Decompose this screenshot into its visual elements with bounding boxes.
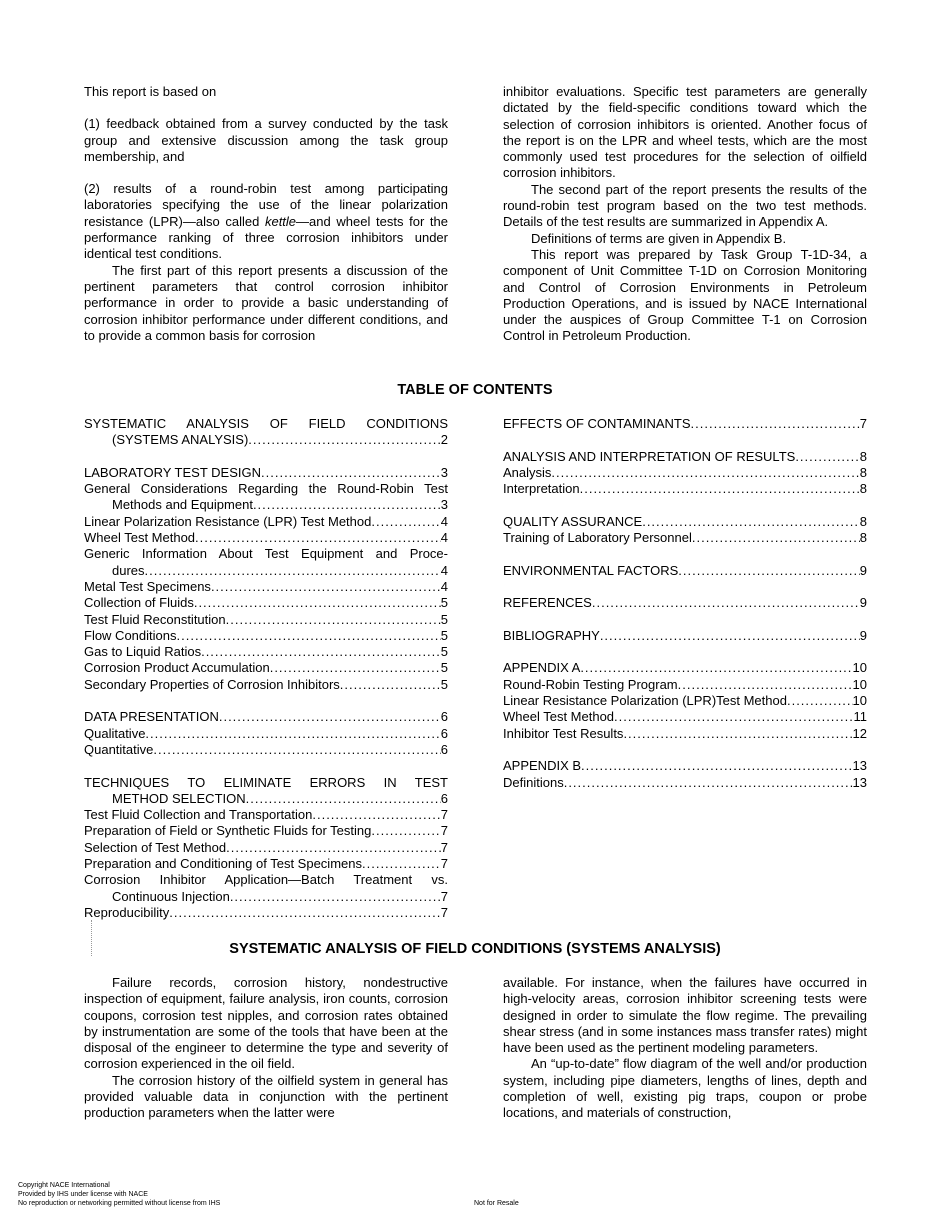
toc-label: Corrosion Inhibitor Application—Batch Treatment vs. — [84, 872, 448, 888]
toc-leader — [145, 726, 440, 742]
toc-label: Linear Polarization Resistance (LPR) Test Method — [84, 513, 372, 529]
toc-label: LABORATORY TEST DESIGN — [84, 464, 262, 480]
footer-line-2: Provided by IHS under license with NACE — [18, 1191, 148, 1198]
copyright-footer — [18, 1181, 220, 1208]
toc-page-number: 13 — [852, 758, 867, 774]
toc-entry[interactable] — [503, 465, 867, 481]
toc-leader — [371, 514, 440, 530]
toc-label: Secondary Properties of Corrosion Inhibitors — [84, 676, 340, 692]
toc-entry[interactable] — [503, 693, 867, 709]
toc-entry[interactable] — [503, 514, 867, 530]
intro-right-paragraph-3: Definitions of terms are given in Appendix B. — [531, 230, 787, 246]
intro-item-2-after: —and wheel tests for the performance ranking of three corrosion inhibitors under identical test conditions. — [84, 213, 448, 262]
toc-entry[interactable] — [84, 546, 448, 579]
toc-entry[interactable] — [84, 595, 448, 611]
toc-leader — [371, 823, 440, 839]
toc-page-number: 9 — [859, 627, 867, 643]
toc-label: Wheel Test Method — [503, 709, 615, 725]
toc-page-number: 10 — [852, 693, 867, 709]
toc-leader — [795, 449, 859, 465]
toc-leader — [678, 677, 853, 693]
toc-page-number: 5 — [440, 660, 448, 676]
toc-entry[interactable] — [84, 905, 448, 921]
toc-entry[interactable] — [84, 465, 448, 481]
toc-page-number: 6 — [440, 709, 448, 725]
toc-leader — [230, 889, 441, 905]
toc-page-number: 13 — [852, 774, 867, 790]
toc-entry[interactable] — [84, 514, 448, 530]
toc-leader — [177, 628, 441, 644]
toc-right-column — [503, 416, 867, 791]
toc-entry[interactable] — [84, 481, 448, 514]
toc-leader — [691, 416, 860, 432]
toc-entry[interactable] — [84, 726, 448, 742]
toc-label: Generic Information About Test Equipment and Proce- — [84, 546, 448, 562]
toc-page-number: 7 — [440, 839, 448, 855]
toc-entry[interactable] — [84, 677, 448, 693]
toc-entry[interactable] — [84, 644, 448, 660]
toc-entry[interactable] — [84, 872, 448, 905]
toc-label: TECHNIQUES TO ELIMINATE ERRORS IN TEST — [84, 774, 448, 790]
toc-leader — [551, 465, 859, 481]
toc-label: General Considerations Regarding the Round-Robin Test — [84, 481, 448, 497]
toc-leader — [169, 905, 441, 921]
toc-leader — [211, 579, 441, 595]
toc-entry[interactable] — [503, 481, 867, 497]
toc-entry[interactable] — [84, 628, 448, 644]
toc-label: Round-Robin Testing Program — [503, 676, 678, 692]
toc-leader — [195, 530, 441, 546]
toc-leader — [312, 807, 440, 823]
toc-label: Selection of Test Method — [84, 839, 227, 855]
footer-line-1: Copyright NACE International — [18, 1182, 110, 1189]
toc-entry[interactable] — [503, 660, 867, 676]
toc-leader — [253, 497, 441, 513]
toc-page-number: 5 — [440, 595, 448, 611]
toc-leader — [153, 742, 440, 758]
toc-label: Test Fluid Collection and Transportation — [84, 807, 313, 823]
toc-label: Corrosion Product Accumulation — [84, 660, 270, 676]
toc-entry[interactable] — [503, 775, 867, 791]
section-left-paragraph-2: The corrosion history of the oilfield system in general has provided valuable data in conjunction with the pertinent production parameters when the latter were — [84, 1072, 448, 1121]
toc-label: Methods and Equipment — [112, 497, 253, 513]
toc-leader — [219, 709, 441, 725]
toc-label: Preparation of Field or Synthetic Fluids for Testing — [84, 823, 372, 839]
toc-label: APPENDIX A — [503, 660, 581, 676]
toc-page-number: 8 — [859, 530, 867, 546]
toc-leader — [362, 856, 441, 872]
toc-page-number: 5 — [440, 676, 448, 692]
intro-paragraph-3: The first part of this report presents a discussion of the pertinent parameters that control corrosion inhibitor performance in order to provide a basic understanding of corrosion inhibitor performance under different conditions, and to provide a common basis for corrosion — [84, 262, 448, 343]
toc-entry[interactable] — [84, 775, 448, 808]
toc-entry[interactable] — [503, 563, 867, 579]
toc-page-number: 8 — [859, 448, 867, 464]
intro-lead: This report is based on — [84, 84, 217, 99]
toc-leader — [581, 758, 853, 774]
toc-leader — [194, 595, 441, 611]
footer-line-3: No reproduction or networking permitted without license from IHS — [18, 1200, 221, 1207]
toc-entry[interactable] — [84, 823, 448, 839]
toc-page-number: 12 — [852, 725, 867, 741]
toc-entry[interactable] — [503, 449, 867, 465]
toc-page-number: 10 — [852, 676, 867, 692]
toc-label: Gas to Liquid Ratios — [84, 644, 202, 660]
toc-label: Inhibitor Test Results — [503, 725, 624, 741]
toc-left-column — [84, 416, 448, 921]
toc-entry[interactable] — [84, 709, 448, 725]
toc-label: Definitions — [503, 774, 564, 790]
toc-entry[interactable] — [503, 416, 867, 432]
toc-title: TABLE OF CONTENTS — [397, 382, 553, 398]
toc-leader — [787, 693, 853, 709]
toc-label: ANALYSIS AND INTERPRETATION OF RESULTS — [503, 448, 796, 464]
intro-item-2-before: (2) results of a round-robin test among participating laboratories specifying the use of the linear polarization resistance (LPR)—also called — [84, 181, 448, 229]
toc-label: Interpretation — [503, 481, 580, 497]
toc-page-number: 7 — [859, 416, 867, 431]
intro-item-1: (1) feedback obtained from a survey conducted by the task group and extensive discussion among the task group membership, and — [84, 116, 448, 164]
toc-entry[interactable] — [84, 840, 448, 856]
toc-label: Preparation and Conditioning of Test Specimens — [84, 856, 362, 872]
toc-leader — [270, 660, 441, 676]
toc-label: Qualitative — [84, 725, 146, 741]
intro-right-paragraph-2: The second part of the report presents the results of the round-robin test program based on the two test methods. Details of the test results are summarized in Appendix A. — [503, 181, 867, 230]
intro-left-column — [84, 84, 448, 344]
toc-label: Wheel Test Method — [84, 530, 196, 546]
toc-entry[interactable] — [503, 709, 867, 725]
section-right-column — [503, 975, 867, 1122]
intro-right-paragraph-4: This report was prepared by Task Group T-1D-34, a component of Unit Committee T-1D on Corrosion Monitoring and Control of Corrosion Environments in Petroleum Production Operations, and is issued by NACE International under the auspices of Group Committee T-1 on Corrosion Control in Petroleum Production. — [503, 246, 867, 344]
toc-page-number: 6 — [440, 725, 448, 741]
toc-page-number: 9 — [859, 595, 867, 611]
toc-leader — [226, 612, 441, 628]
toc-entry[interactable] — [84, 612, 448, 628]
toc-label: Linear Resistance Polarization (LPR)Test Method — [503, 693, 787, 709]
toc-label: REFERENCES — [503, 595, 592, 611]
toc-label: (SYSTEMS ANALYSIS) — [112, 432, 249, 448]
toc-page-number: 5 — [440, 611, 448, 627]
toc-page-number: 11 — [853, 709, 867, 725]
toc-label: APPENDIX B — [503, 758, 582, 774]
toc-label: ENVIRONMENTAL FACTORS — [503, 562, 679, 578]
toc-entry[interactable] — [503, 677, 867, 693]
toc-entry[interactable] — [503, 595, 867, 611]
toc-label: Test Fluid Reconstitution — [84, 611, 226, 627]
toc-leader — [226, 840, 441, 856]
toc-label: Collection of Fluids — [84, 595, 194, 611]
section-title: SYSTEMATIC ANALYSIS OF FIELD CONDITIONS (SYSTEMS ANALYSIS) — [229, 941, 721, 957]
toc-label: BIBLIOGRAPHY — [503, 627, 600, 643]
toc-entry[interactable] — [84, 807, 448, 823]
toc-entry[interactable] — [84, 742, 448, 758]
toc-page-number: 3 — [440, 464, 448, 480]
toc-leader — [678, 563, 859, 579]
toc-page-number: 4 — [440, 578, 448, 594]
toc-page-number: 7 — [440, 904, 448, 920]
toc-leader — [623, 726, 852, 742]
toc-entry[interactable] — [84, 579, 448, 595]
toc-page-number: 7 — [440, 856, 448, 872]
toc-page-number: 4 — [440, 562, 448, 578]
toc-page-number: 7 — [440, 823, 448, 839]
toc-leader — [600, 628, 860, 644]
toc-page-number: 2 — [440, 432, 448, 448]
toc-label: Quantitative — [84, 741, 154, 757]
toc-page-number: 10 — [852, 660, 867, 676]
toc-page-number: 5 — [440, 627, 448, 643]
toc-leader — [246, 791, 441, 807]
toc-page-number: 4 — [440, 530, 448, 546]
toc-page-number: 7 — [440, 807, 448, 823]
section-right-paragraph-1: available. For instance, when the failures have occurred in high-velocity areas, corrosion inhibitor screening tests were designed in order to simulate the flow regime. The prevailing shear stress (and in some instances mass transfer rates) might have been used as the pertinent modeling parameters. — [503, 975, 867, 1056]
toc-label: EFFECTS OF CONTAMINANTS — [503, 416, 691, 431]
toc-entry[interactable] — [84, 530, 448, 546]
toc-leader — [642, 514, 860, 530]
toc-page-number: 6 — [440, 790, 448, 806]
toc-page-number: 6 — [440, 741, 448, 757]
toc-entry[interactable] — [503, 628, 867, 644]
toc-page-number: 8 — [859, 464, 867, 480]
toc-entry[interactable] — [503, 530, 867, 546]
toc-leader — [564, 775, 853, 791]
toc-label: Training of Laboratory Personnel — [503, 530, 692, 546]
toc-leader — [580, 660, 852, 676]
toc-label: SYSTEMATIC ANALYSIS OF FIELD CONDITIONS — [84, 416, 448, 431]
section-right-paragraph-2: An “up-to-date” flow diagram of the well and/or production system, including pipe diameters, lengths of lines, depth and completion of well, existing pig traps, coupon or probe locations, and materials of construction, — [503, 1056, 867, 1121]
toc-label: Reproducibility — [84, 904, 170, 920]
toc-label: QUALITY ASSURANCE — [503, 513, 643, 529]
intro-item-2-italic: kettle — [264, 213, 297, 229]
toc-leader — [592, 595, 860, 611]
toc-entry[interactable] — [84, 856, 448, 872]
toc-leader — [692, 530, 860, 546]
toc-page-number: 8 — [859, 513, 867, 529]
toc-label: Continuous Injection — [112, 888, 230, 904]
toc-entry[interactable] — [84, 660, 448, 676]
toc-leader — [248, 432, 440, 448]
section-left-paragraph-1: Failure records, corrosion history, nondestructive inspection of equipment, failure analysis, iron counts, corrosion coupons, corrosion test nipples, and corrosion rates obtained by instrumentation are some of the tools that have been at the disposal of the engineer to determine the type and severity of corrosion experienced in the oil field. — [84, 975, 448, 1072]
toc-page-number: 7 — [440, 888, 448, 904]
toc-label: dures — [112, 562, 145, 578]
toc-page-number: 5 — [440, 644, 448, 660]
not-for-resale-footer: Not for Resale — [474, 1200, 519, 1207]
intro-item-2 — [84, 181, 448, 262]
toc-label: Analysis — [503, 464, 552, 480]
toc-entry[interactable] — [503, 758, 867, 774]
toc-page-number: 8 — [859, 481, 867, 497]
toc-leader — [145, 563, 441, 579]
toc-leader — [261, 465, 441, 481]
toc-page-number: 4 — [440, 513, 448, 529]
toc-page-number: 3 — [440, 497, 448, 513]
intro-right-paragraph-1: inhibitor evaluations. Specific test parameters are generally dictated by the field-specific conditions toward which the selection of corrosion inhibitors is oriented. Another focus of the report is on the LPR and wheel tests, which are the most commonly used test procedures for the selection of oilfield corrosion inhibitors. — [503, 84, 867, 181]
intro-right-column — [503, 84, 867, 345]
toc-label: Flow Conditions — [84, 627, 177, 643]
toc-entry[interactable] — [503, 726, 867, 742]
toc-page-number: 9 — [859, 562, 867, 578]
toc-entry[interactable] — [84, 416, 448, 449]
toc-leader — [340, 677, 441, 693]
toc-leader — [614, 709, 853, 725]
section-left-column — [84, 975, 448, 1122]
toc-leader — [580, 481, 860, 497]
toc-label: METHOD SELECTION — [112, 790, 246, 806]
toc-label: DATA PRESENTATION — [84, 709, 219, 725]
toc-leader — [201, 644, 441, 660]
toc-label: Metal Test Specimens — [84, 578, 211, 594]
